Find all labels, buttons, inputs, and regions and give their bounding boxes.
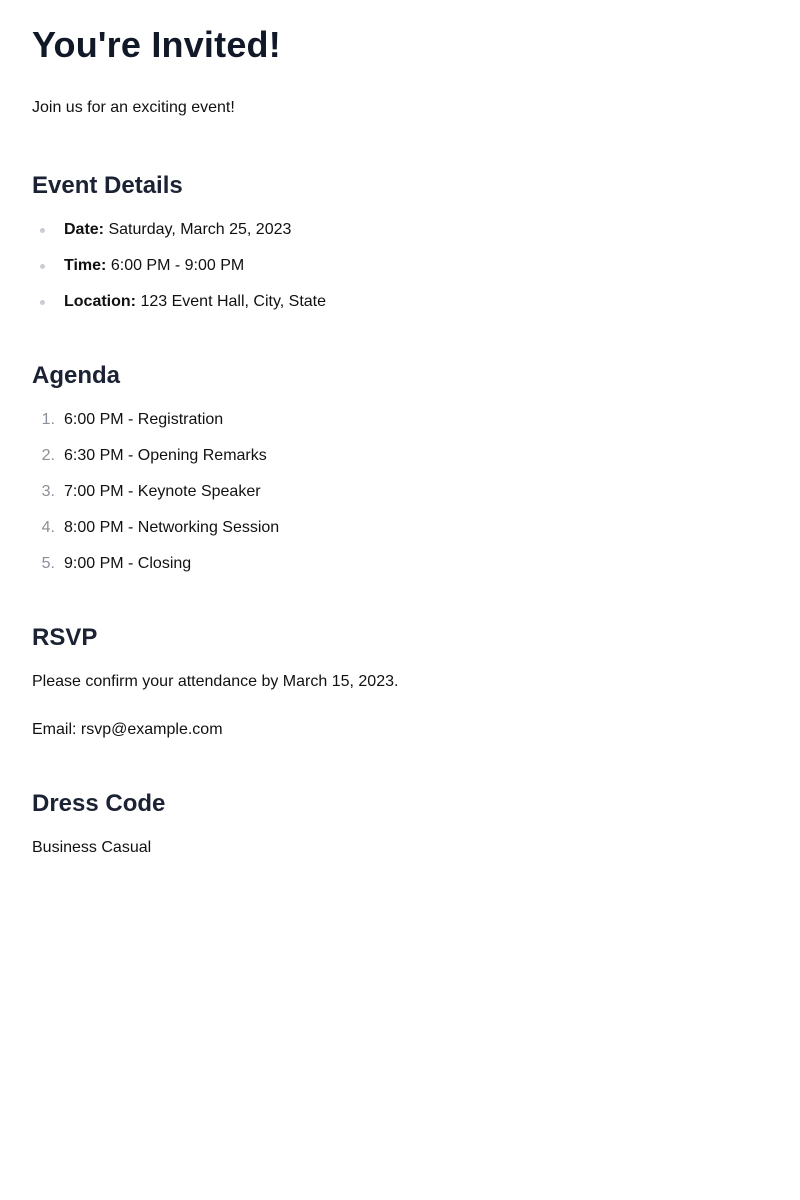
agenda-item <box>32 482 768 502</box>
agenda-item-number: 1. <box>41 411 55 428</box>
agenda-item-number: 3. <box>41 483 55 500</box>
bullet-icon <box>40 300 45 305</box>
rsvp-email-text: Email: rsvp@example.com <box>32 721 223 738</box>
agenda-list <box>32 410 768 574</box>
agenda-item-number: 4. <box>41 519 55 536</box>
dress-code-text: Business Casual <box>32 839 152 856</box>
agenda-item <box>32 446 768 466</box>
agenda-item <box>32 518 768 538</box>
detail-label: Location: <box>64 293 136 310</box>
event-detail-time <box>32 256 768 276</box>
bullet-icon <box>40 264 45 269</box>
event-details-heading: Event Details <box>32 172 183 199</box>
detail-label: Time: <box>64 257 107 274</box>
agenda-item-text: 9:00 PM - Closing <box>64 555 192 572</box>
page-title: You're Invited! <box>32 24 281 65</box>
rsvp-confirm-text: Please confirm your attendance by March 15, 2023. <box>32 673 399 690</box>
event-details-section <box>32 171 768 312</box>
agenda-section <box>32 361 768 574</box>
event-detail-location <box>32 292 768 312</box>
detail-value: 123 Event Hall, City, State <box>140 293 327 310</box>
intro-text: Join us for an exciting event! <box>32 99 235 116</box>
agenda-item-text: 8:00 PM - Networking Session <box>64 519 280 536</box>
event-details-list <box>32 220 768 312</box>
dress-code-section <box>32 789 768 858</box>
agenda-item-text: 7:00 PM - Keynote Speaker <box>64 483 261 500</box>
agenda-item-text: 6:30 PM - Opening Remarks <box>64 447 267 464</box>
detail-value: 6:00 PM - 9:00 PM <box>110 257 245 274</box>
rsvp-heading: RSVP <box>32 624 98 651</box>
detail-label: Date: <box>64 221 105 238</box>
agenda-item-number: 5. <box>41 555 55 572</box>
agenda-item-number: 2. <box>41 447 55 464</box>
agenda-item <box>32 410 768 430</box>
rsvp-section <box>32 623 768 740</box>
agenda-item <box>32 554 768 574</box>
detail-value: Saturday, March 25, 2023 <box>108 221 292 238</box>
event-detail-date <box>32 220 768 240</box>
agenda-item-text: 6:00 PM - Registration <box>64 411 224 428</box>
agenda-heading: Agenda <box>32 362 121 389</box>
dress-code-heading: Dress Code <box>32 790 166 817</box>
bullet-icon <box>40 228 45 233</box>
